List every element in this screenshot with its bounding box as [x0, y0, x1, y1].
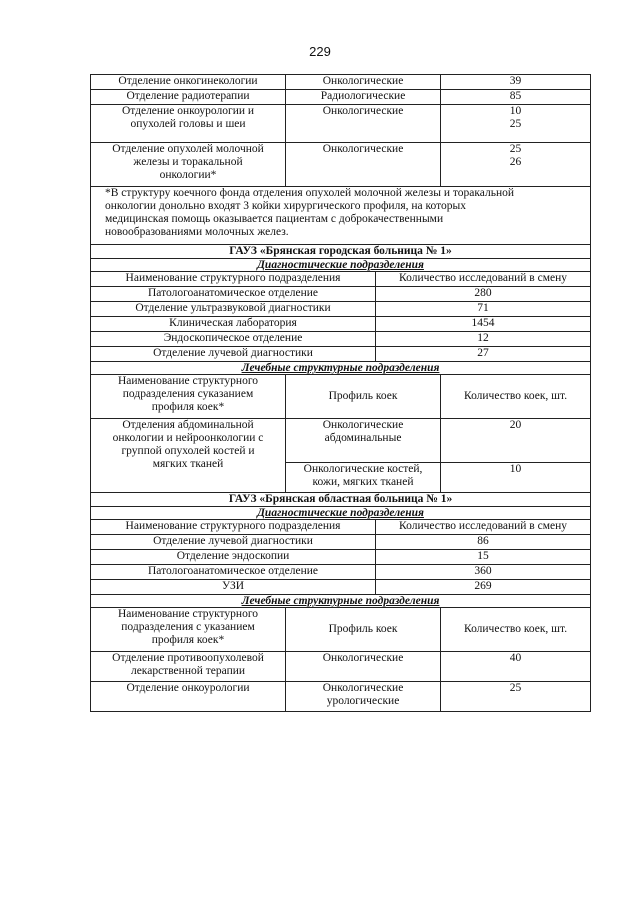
treat-bed-count: 40	[441, 652, 591, 682]
diag-name-header: Наименование структурного подразделения	[91, 272, 376, 287]
hospital-title-row	[91, 245, 591, 259]
diag-count-header: Количество исследований в смену	[376, 272, 591, 287]
treat-count-header: Количество коек, шт.	[441, 608, 591, 652]
document-table	[90, 74, 591, 712]
treat-bed-count: 20	[441, 419, 591, 463]
unit-name-cell: Отделение радиотерапии	[91, 90, 286, 105]
treat-unit-name: Отделения абдоминальной онкологии и нейроонкологии с группой опухолей костей и мягких тканей	[91, 419, 286, 493]
city-hospital-title: ГАУЗ «Брянская городская больница № 1»	[91, 245, 591, 259]
treatment-header-row	[91, 608, 591, 652]
diag-study-count: 1454	[376, 317, 591, 332]
diagnostic-row	[91, 550, 591, 565]
bed-row	[91, 90, 591, 105]
treat-unit-name: Отделение онкоурологии	[91, 682, 286, 712]
diag-unit-name: Эндоскопическое отделение	[91, 332, 376, 347]
diagnostic-row	[91, 347, 591, 362]
bed-row	[91, 143, 591, 187]
diag-unit-name: Патологоанатомическое отделение	[91, 287, 376, 302]
unit-name-cell: Отделение онкоурологии и опухолей головы и шеи	[91, 105, 286, 143]
diagnostic-row	[91, 535, 591, 550]
diagnostic-row	[91, 332, 591, 347]
bed-profile-cell: Онкологические	[286, 105, 441, 143]
treat-count-header: Количество коек, шт.	[441, 375, 591, 419]
diag-study-count: 269	[376, 580, 591, 595]
bed-count-cell: 25 26	[441, 143, 591, 187]
diag-unit-name: Клиническая лаборатория	[91, 317, 376, 332]
diagnostic-row	[91, 565, 591, 580]
diag-study-count: 280	[376, 287, 591, 302]
footnote-text: *В структуру коечного фонда отделения опухолей молочной железы и торакальной онкологии донольно входят 3 койки хирургического профиля, на которых медицинская помощь оказывается пациентам с доброкачественными новообразованиями молочных желез.	[91, 187, 591, 245]
diag-study-count: 86	[376, 535, 591, 550]
treat-bed-count: 25	[441, 682, 591, 712]
diagnostic-row	[91, 317, 591, 332]
treat-profile: Онкологические костей, кожи, мягких тканей	[286, 463, 441, 493]
treat-bed-count: 10	[441, 463, 591, 493]
treat-profile-header: Профиль коек	[286, 608, 441, 652]
treatment-row	[91, 419, 591, 463]
treat-profile-header: Профиль коек	[286, 375, 441, 419]
diag-unit-name: Отделение ультразвуковой диагностики	[91, 302, 376, 317]
diag-study-count: 71	[376, 302, 591, 317]
treatment-title-row	[91, 595, 591, 608]
diagnostic-row	[91, 580, 591, 595]
diagnostic-header-row	[91, 520, 591, 535]
diagnostic-section-title: Диагностические подразделения	[91, 507, 591, 520]
footnote-row	[91, 187, 591, 245]
treatment-section-title: Лечебные структурные подразделения	[91, 595, 591, 608]
regional-hospital-title: ГАУЗ «Брянская областная больница № 1»	[91, 493, 591, 507]
diagnostic-section-title: Диагностические подразделения	[91, 259, 591, 272]
bed-count-cell: 10 25	[441, 105, 591, 143]
unit-name-cell: Отделение опухолей молочной железы и торакальной онкологии*	[91, 143, 286, 187]
treat-profile: Онкологические абдоминальные	[286, 419, 441, 463]
bed-profile-cell: Онкологические	[286, 143, 441, 187]
diag-name-header: Наименование структурного подразделения	[91, 520, 376, 535]
diag-unit-name: Отделение лучевой диагностики	[91, 347, 376, 362]
bed-count-cell: 39	[441, 75, 591, 90]
diag-unit-name: Патологоанатомическое отделение	[91, 565, 376, 580]
diag-study-count: 360	[376, 565, 591, 580]
bed-profile-cell: Онкологические	[286, 75, 441, 90]
treatment-title-row	[91, 362, 591, 375]
treat-name-header: Наименование структурного подразделения с указанием профиля коек*	[91, 608, 286, 652]
diag-unit-name: Отделение лучевой диагностики	[91, 535, 376, 550]
diagnostic-title-row	[91, 259, 591, 272]
treatment-header-row	[91, 375, 591, 419]
diag-unit-name: УЗИ	[91, 580, 376, 595]
treat-name-header: Наименование структурного подразделения суказанием профиля коек*	[91, 375, 286, 419]
treatment-row	[91, 682, 591, 712]
page-number: 229	[309, 44, 331, 59]
bed-row	[91, 105, 591, 143]
hospital-title-row	[91, 493, 591, 507]
diagnostic-title-row	[91, 507, 591, 520]
diag-unit-name: Отделение эндоскопии	[91, 550, 376, 565]
bed-profile-cell: Радиологические	[286, 90, 441, 105]
diagnostic-header-row	[91, 272, 591, 287]
treat-profile: Онкологические	[286, 652, 441, 682]
bed-count-cell: 85	[441, 90, 591, 105]
treatment-section-title: Лечебные структурные подразделения	[91, 362, 591, 375]
treat-unit-name: Отделение противоопухолевой лекарственной терапии	[91, 652, 286, 682]
diagnostic-row	[91, 287, 591, 302]
diag-count-header: Количество исследований в смену	[376, 520, 591, 535]
diag-study-count: 12	[376, 332, 591, 347]
unit-name-cell: Отделение онкогинекологии	[91, 75, 286, 90]
treat-profile: Онкологические урологические	[286, 682, 441, 712]
diag-study-count: 15	[376, 550, 591, 565]
bed-row	[91, 75, 591, 90]
diagnostic-row	[91, 302, 591, 317]
treatment-row	[91, 652, 591, 682]
diag-study-count: 27	[376, 347, 591, 362]
